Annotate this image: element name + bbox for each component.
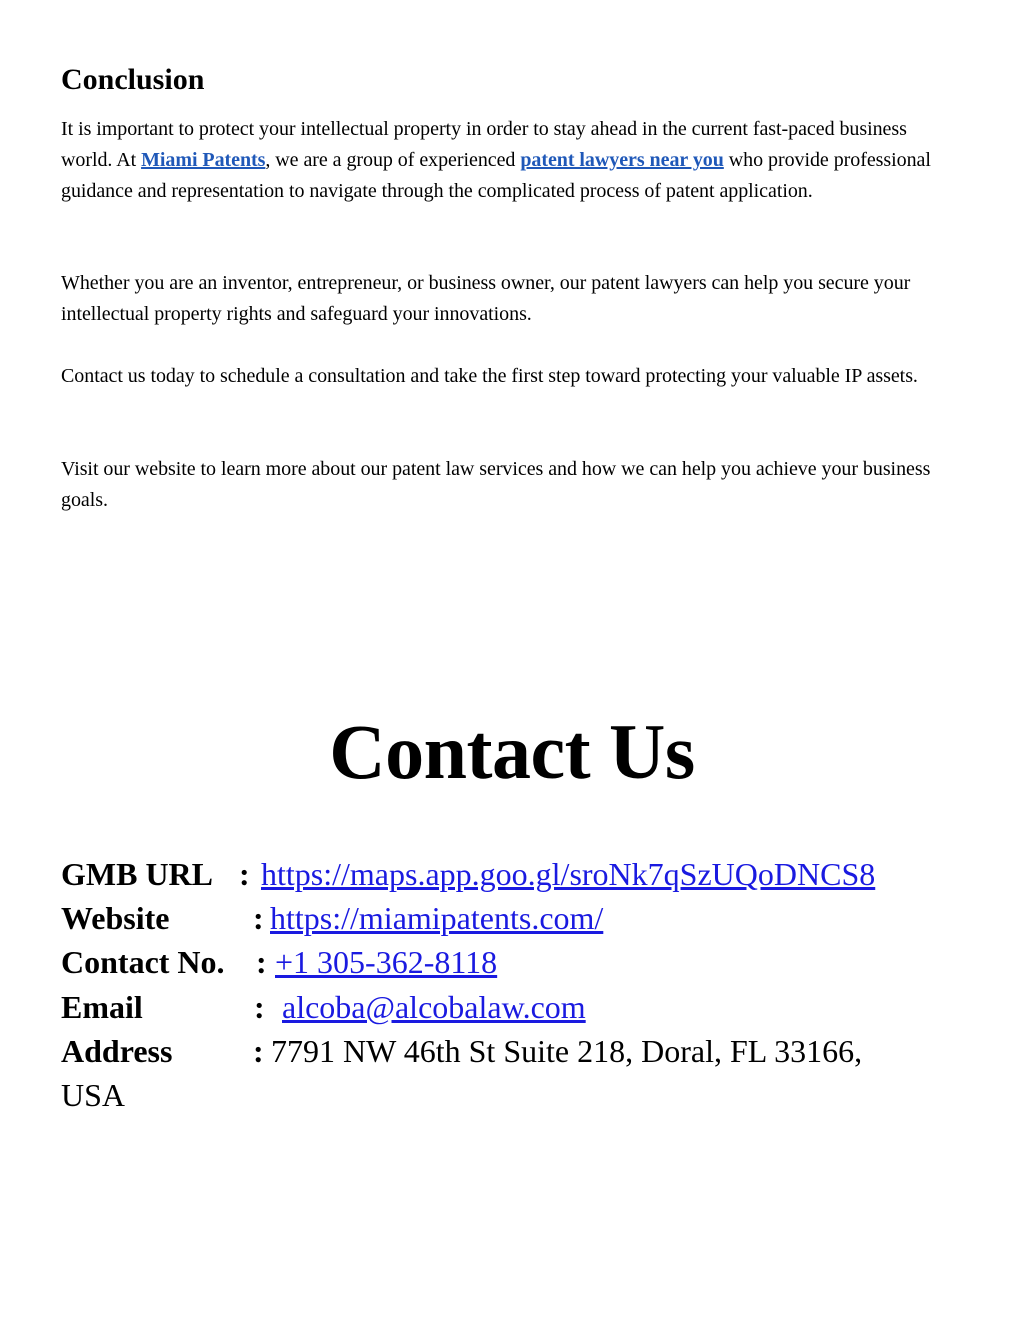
email-label: Email	[61, 989, 143, 1025]
address-label: Address	[61, 1033, 173, 1069]
phone-link[interactable]: +1 305-362-8118	[275, 944, 498, 980]
conclusion-heading: Conclusion	[61, 63, 205, 96]
email-separator: :	[254, 989, 265, 1025]
address-value: 7791 NW 46th St Suite 218, Doral, FL 33166,	[271, 1033, 863, 1069]
address-separator: :	[253, 1033, 264, 1069]
contact-us-heading: Contact Us	[329, 708, 695, 795]
gmb-url-label: GMB URL	[61, 856, 213, 892]
conclusion-paragraph-3: Contact us today to schedule a consultation and take the first step toward protecting your valuable IP assets.	[61, 365, 918, 387]
website-separator: :	[253, 900, 264, 936]
contact-number-separator: :	[256, 944, 267, 980]
paragraph-1-text-middle: , we are a group of experienced	[265, 149, 521, 171]
conclusion-paragraph-1	[61, 114, 961, 207]
patent-lawyers-near-you-link[interactable]: patent lawyers near you	[520, 149, 724, 171]
conclusion-paragraph-4: Visit our website to learn more about our patent law services and how we can help you achieve your business goals.	[61, 458, 931, 511]
address-value-country: USA	[61, 1077, 126, 1113]
paragraph-1-text-start: It is important to protect your intellectual property in order to stay ahead in the current fast-paced business world. At	[61, 118, 907, 171]
paragraph-1-text-end: who provide professional guidance and representation to navigate through the complicated process of patent application.	[61, 149, 931, 202]
website-label: Website	[61, 900, 170, 936]
website-link[interactable]: https://miamipatents.com/	[270, 900, 604, 936]
conclusion-paragraph-2: Whether you are an inventor, entrepreneur, or business owner, our patent lawyers can help you secure your intellectual property rights and safeguard your innovations.	[61, 272, 911, 325]
email-link[interactable]: alcoba@alcobalaw.com	[282, 989, 586, 1025]
gmb-url-separator: :	[239, 856, 250, 892]
gmb-url-link[interactable]: https://maps.app.goo.gl/sroNk7qSzUQoDNCS8	[261, 856, 876, 892]
miami-patents-link[interactable]: Miami Patents	[141, 149, 266, 171]
contact-number-label: Contact No.	[61, 944, 225, 980]
